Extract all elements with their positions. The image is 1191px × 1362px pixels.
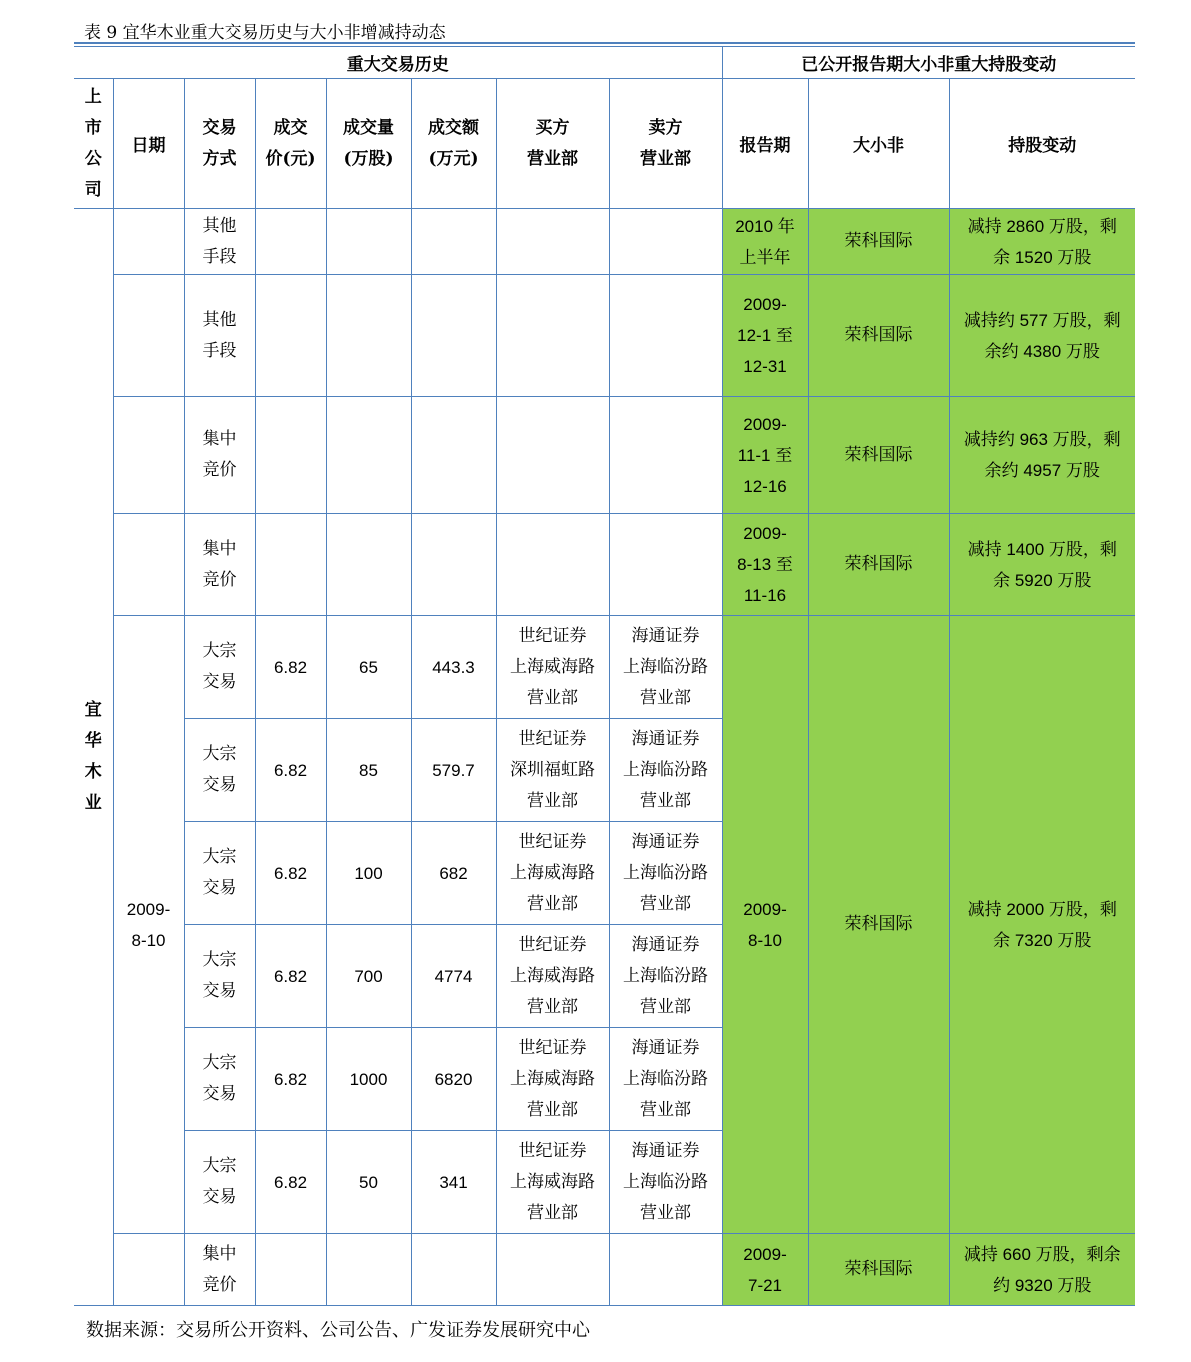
method-cell: 大宗 交易 bbox=[184, 925, 255, 1028]
date-cell bbox=[113, 514, 184, 616]
col-period: 报告期 bbox=[722, 79, 808, 209]
seller-cell: 海通证券 上海临汾路 营业部 bbox=[609, 616, 722, 719]
table-row bbox=[74, 616, 1135, 719]
date-cell bbox=[113, 1234, 184, 1306]
buyer-cell: 世纪证券 上海威海路 营业部 bbox=[496, 1028, 609, 1131]
table-row bbox=[74, 209, 1135, 275]
company-name: 宜 华 木 业 bbox=[74, 209, 113, 1306]
method-cell: 其他 手段 bbox=[184, 209, 255, 275]
col-holder: 大小非 bbox=[808, 79, 949, 209]
holder-cell: 荣科国际 bbox=[808, 616, 949, 1234]
price-cell: 6.82 bbox=[255, 616, 326, 719]
buyer-cell: 世纪证券 上海威海路 营业部 bbox=[496, 1131, 609, 1234]
trade-history-table bbox=[74, 46, 1135, 1306]
price-cell: 6.82 bbox=[255, 822, 326, 925]
volume-cell: 100 bbox=[326, 822, 411, 925]
holder-cell: 荣科国际 bbox=[808, 514, 949, 616]
col-seller: 卖方 营业部 bbox=[609, 79, 722, 209]
group-header-row bbox=[74, 47, 1135, 79]
col-company: 上 市 公 司 bbox=[74, 79, 113, 209]
table-title-bar bbox=[74, 14, 1135, 44]
buyer-cell: 世纪证券 深圳福虹路 营业部 bbox=[496, 719, 609, 822]
date-cell bbox=[113, 397, 184, 514]
table-title: 表 9 宜华木业重大交易历史与大小非增减持动态 bbox=[84, 23, 446, 43]
date-cell bbox=[113, 275, 184, 397]
table-row bbox=[74, 1234, 1135, 1306]
seller-cell: 海通证券 上海临汾路 营业部 bbox=[609, 822, 722, 925]
holder-cell: 荣科国际 bbox=[808, 209, 949, 275]
seller-cell: 海通证券 上海临汾路 营业部 bbox=[609, 719, 722, 822]
method-cell: 大宗 交易 bbox=[184, 616, 255, 719]
method-cell: 大宗 交易 bbox=[184, 1131, 255, 1234]
col-method: 交易 方式 bbox=[184, 79, 255, 209]
holder-cell: 荣科国际 bbox=[808, 1234, 949, 1306]
method-cell: 大宗 交易 bbox=[184, 822, 255, 925]
col-amount: 成交额 (万元) bbox=[411, 79, 496, 209]
amount-cell: 579.7 bbox=[411, 719, 496, 822]
change-cell: 减持 2000 万股，剩 余 7320 万股 bbox=[949, 616, 1135, 1234]
table-row bbox=[74, 514, 1135, 616]
col-change: 持股变动 bbox=[949, 79, 1135, 209]
holder-cell: 荣科国际 bbox=[808, 397, 949, 514]
method-cell: 其他 手段 bbox=[184, 275, 255, 397]
col-date: 日期 bbox=[113, 79, 184, 209]
seller-cell: 海通证券 上海临汾路 营业部 bbox=[609, 1131, 722, 1234]
column-header-row bbox=[74, 79, 1135, 209]
col-volume: 成交量 (万股) bbox=[326, 79, 411, 209]
period-cell: 2009- 8-13 至 11-16 bbox=[722, 514, 808, 616]
period-cell: 2010 年 上半年 bbox=[722, 209, 808, 275]
price-cell: 6.82 bbox=[255, 925, 326, 1028]
seller-cell: 海通证券 上海临汾路 营业部 bbox=[609, 1028, 722, 1131]
amount-cell: 682 bbox=[411, 822, 496, 925]
volume-cell: 50 bbox=[326, 1131, 411, 1234]
data-source-note: 数据来源：交易所公开资料、公司公告、广发证券发展研究中心 bbox=[86, 1320, 590, 1341]
volume-cell: 65 bbox=[326, 616, 411, 719]
buyer-cell: 世纪证券 上海威海路 营业部 bbox=[496, 925, 609, 1028]
period-cell: 2009- 12-1 至 12-31 bbox=[722, 275, 808, 397]
amount-cell: 443.3 bbox=[411, 616, 496, 719]
method-cell: 大宗 交易 bbox=[184, 719, 255, 822]
change-cell: 减持约 577 万股，剩 余约 4380 万股 bbox=[949, 275, 1135, 397]
period-cell: 2009- 8-10 bbox=[722, 616, 808, 1234]
change-cell: 减持约 963 万股，剩 余约 4957 万股 bbox=[949, 397, 1135, 514]
volume-cell: 1000 bbox=[326, 1028, 411, 1131]
period-cell: 2009- 7-21 bbox=[722, 1234, 808, 1306]
group-header-holdings: 已公开报告期大小非重大持股变动 bbox=[722, 47, 1135, 79]
change-cell: 减持 2860 万股，剩 余 1520 万股 bbox=[949, 209, 1135, 275]
price-cell: 6.82 bbox=[255, 1131, 326, 1234]
holder-cell: 荣科国际 bbox=[808, 275, 949, 397]
price-cell: 6.82 bbox=[255, 1028, 326, 1131]
col-buyer: 买方 营业部 bbox=[496, 79, 609, 209]
period-cell: 2009- 11-1 至 12-16 bbox=[722, 397, 808, 514]
seller-cell: 海通证券 上海临汾路 营业部 bbox=[609, 925, 722, 1028]
amount-cell: 341 bbox=[411, 1131, 496, 1234]
col-price: 成交 价(元) bbox=[255, 79, 326, 209]
amount-cell: 6820 bbox=[411, 1028, 496, 1131]
table-row bbox=[74, 275, 1135, 397]
method-cell: 集中 竞价 bbox=[184, 397, 255, 514]
date-cell: 2009- 8-10 bbox=[113, 616, 184, 1234]
group-header-trades: 重大交易历史 bbox=[74, 47, 722, 79]
method-cell: 集中 竞价 bbox=[184, 514, 255, 616]
buyer-cell: 世纪证券 上海威海路 营业部 bbox=[496, 822, 609, 925]
change-cell: 减持 660 万股，剩余 约 9320 万股 bbox=[949, 1234, 1135, 1306]
amount-cell: 4774 bbox=[411, 925, 496, 1028]
table-row bbox=[74, 397, 1135, 514]
volume-cell: 85 bbox=[326, 719, 411, 822]
date-cell bbox=[113, 209, 184, 275]
change-cell: 减持 1400 万股，剩 余 5920 万股 bbox=[949, 514, 1135, 616]
method-cell: 集中 竞价 bbox=[184, 1234, 255, 1306]
method-cell: 大宗 交易 bbox=[184, 1028, 255, 1131]
volume-cell: 700 bbox=[326, 925, 411, 1028]
price-cell: 6.82 bbox=[255, 719, 326, 822]
buyer-cell: 世纪证券 上海威海路 营业部 bbox=[496, 616, 609, 719]
